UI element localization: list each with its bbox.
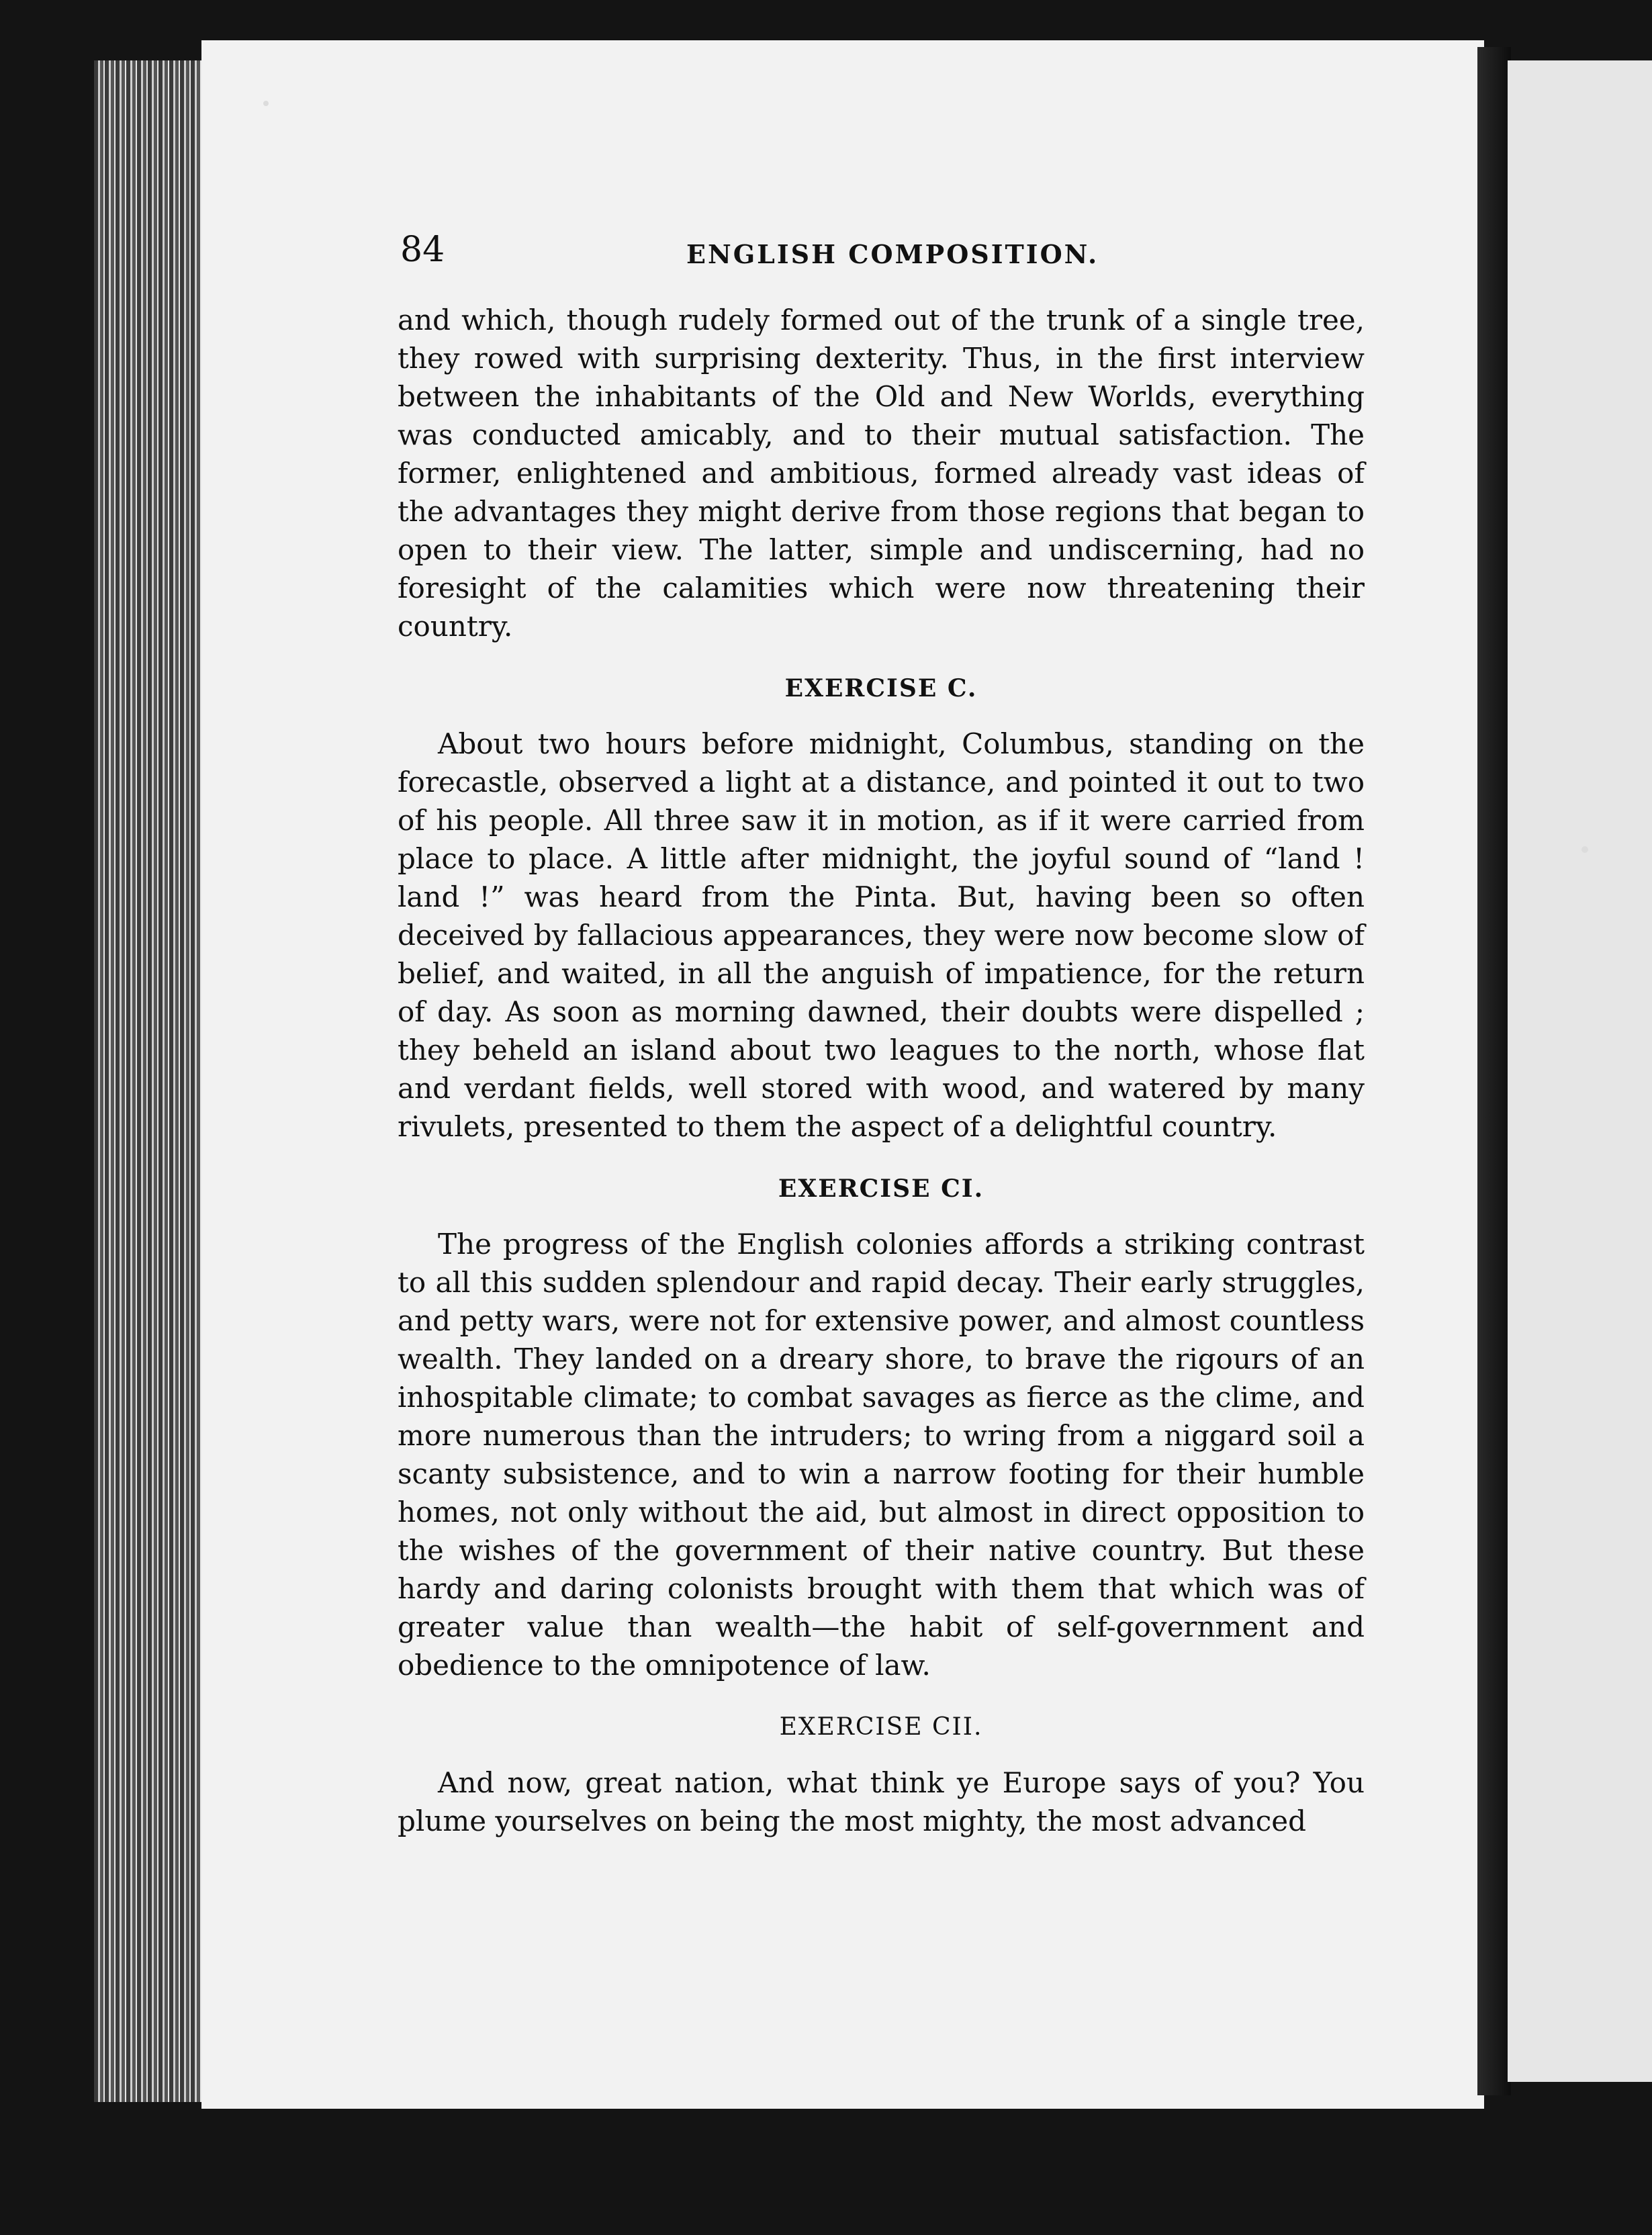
page-edge-stack bbox=[94, 60, 215, 2102]
exercise-cii-paragraph: And now, great nation, what think ye Europe says of you? You plume yourselves on being the most mighty, the most advanced bbox=[398, 1766, 1365, 1837]
exercise-cii-heading: EXERCISE CII. bbox=[779, 1713, 983, 1741]
page-number: 84 bbox=[400, 230, 445, 270]
running-head bbox=[400, 230, 1367, 277]
exercise-ci-heading: EXERCISE CI. bbox=[778, 1175, 984, 1203]
exercise-ci-paragraph: The progress of the English colonies affords a striking contrast to all this sudden splendour and rapid decay. Their early struggles, and petty wars, were not for extensive power, and almost countless wealth. They landed on a dreary shore, to brave the rigours of an inhospitable climate; to combat savages as fierce as the clime, and more numerous than the intruders; to wring from a niggard soil a scanty subsistence, and to win a narrow footing for their humble homes, not only without the aid, but almost in direct opposition to the wishes of the government of their native country. But these hardy and daring colonists brought with them that which was of greater value than wealth—the habit of self-government and obedience to the omnipotence of law. bbox=[398, 1228, 1365, 1682]
exercise-c-paragraph: About two hours before midnight, Columbus, standing on the forecastle, observed a light at a distance, and pointed it out to two of his people. All three saw it in motion, as if it were carried from place to place. A little after midnight, the joyful sound of “land ! land !” was heard from the Pinta. But, having been so often deceived by fallacious appearances, they were now become slow of belief, and waited, in all the anguish of impatience, for the return of day. As soon as morning dawned, their doubts were dispelled ; they beheld an island about two leagues to the north, whose flat and verdant fields, well stored with wood, and watered by many rivulets, presented to them the aspect of a delightful country. bbox=[398, 727, 1365, 1143]
exercise-c-heading: EXERCISE C. bbox=[784, 674, 978, 702]
dust-speck bbox=[263, 101, 269, 106]
book-gutter bbox=[1477, 47, 1511, 2095]
dust-speck bbox=[1581, 846, 1588, 853]
continuation-paragraph: and which, though rudely formed out of the trunk of a single tree, they rowed with surprising dexterity. Thus, in the first interview between the inhabitants of the Old and New Worlds, everything was conducted amicably, and to their mutual satisfaction. The former, enlightened and ambitious, formed already vast ideas of the advantages they might derive from those regions that began to open to their view. The latter, simple and undiscerning, had no foresight of the calamities which were now threatening their country. bbox=[398, 304, 1365, 643]
adjacent-page-edge bbox=[1508, 60, 1652, 2082]
running-title: ENGLISH COMPOSITION. bbox=[686, 239, 1099, 269]
body-text bbox=[398, 301, 1365, 1840]
